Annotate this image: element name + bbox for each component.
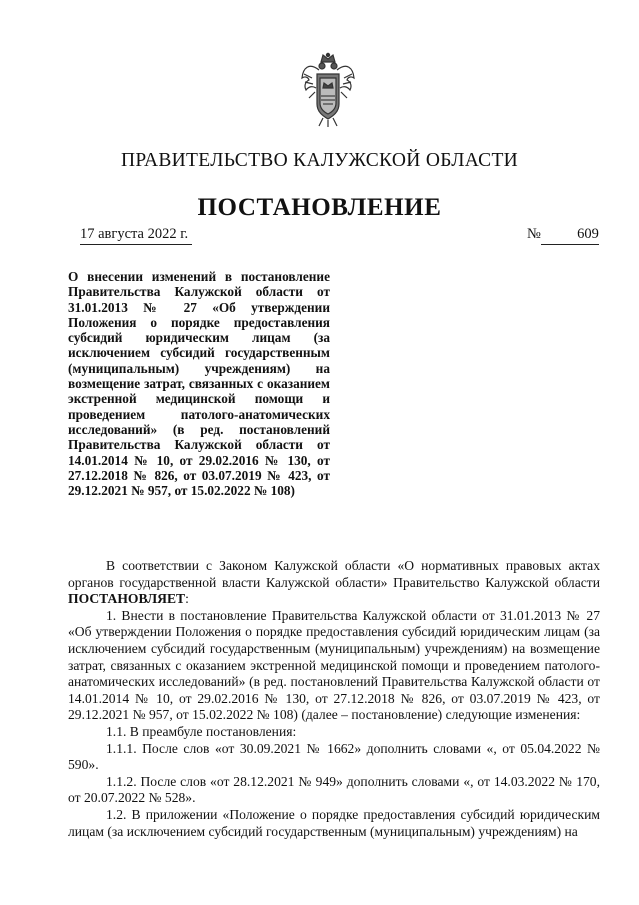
document-number <box>527 226 599 245</box>
intro-colon: : <box>185 591 189 607</box>
document-type-heading: ПОСТАНОВЛЕНИЕ <box>197 194 442 221</box>
intro-paragraph <box>68 558 600 608</box>
document-body <box>68 558 600 840</box>
intro-text: В соответствии с Законом Калужской области «О нормативных правовых актах органов государственной власти Калужской области» Правительство Калужской области <box>68 558 600 590</box>
paragraph-1-1-2: 1.1.2. После слов «от 28.12.2021 № 949» дополнить словами «, от 14.03.2022 № 170, от 20.07.2022 № 528». <box>68 773 600 806</box>
coat-of-arms-icon <box>299 52 357 128</box>
paragraph-1: 1. Внести в постановление Правительства Калужской области от 31.01.2013 № 27 «Об утверждении Положения о порядке предоставления субсидий юридическим лицам (за исключением субсидий государственным (муниципальным) учреждениям) на возмещение затрат, связанных с оказанием экстренной медицинской помощи и проведением патолого-анатомических исследований» (в ред. постановлений Правительства Калужской области от 14.01.2014 № 10, от 29.02.2016 № 130, от 27.12.2018 № 826, от 03.07.2019 № 423, от 29.12.2021 № 957, от 15.02.2022 № 108) (далее – постановление) следующие изменения: <box>68 607 600 723</box>
resolves-keyword: ПОСТАНОВЛЯЕТ <box>68 591 186 607</box>
government-title: ПРАВИТЕЛЬСТВО КАЛУЖСКОЙ ОБЛАСТИ <box>120 150 519 171</box>
paragraph-1-1: 1.1. В преамбуле постановления: <box>106 723 297 739</box>
paragraph-1-2: 1.2. В приложении «Положение о порядке предоставления субсидий юридическим лицам (за исключением субсидий государственным (муниципальным) учреждениям) на <box>68 806 600 839</box>
document-subject: О внесении изменений в постановление Правительства Калужской области от 31.01.2013 № 27 «Об утверждении Положения о порядке предоставления субсидий юридическим лицам (за исключением субсидий государственным (муниципальным) учреждениям) на возмещение затрат, связанных с оказанием экстренной медицинской помощи и проведением патолого-анатомических исследований» (в ред. постановлений Правительства Калужской области от 14.01.2014 № 10, от 29.02.2016 № 130, от 27.12.2018 № 826, от 03.07.2019 № 423, от 29.12.2021 № 957, от 15.02.2022 № 108) <box>68 269 330 499</box>
kaluga-emblem-icon <box>299 52 357 128</box>
number-sign: № <box>527 226 541 242</box>
number-value: 609 <box>541 226 599 245</box>
paragraph-1-1-1: 1.1.1. После слов «от 30.09.2021 № 1662» дополнить словами «, от 05.04.2022 № 590». <box>68 740 600 773</box>
document-date: 17 августа 2022 г. <box>80 226 192 245</box>
